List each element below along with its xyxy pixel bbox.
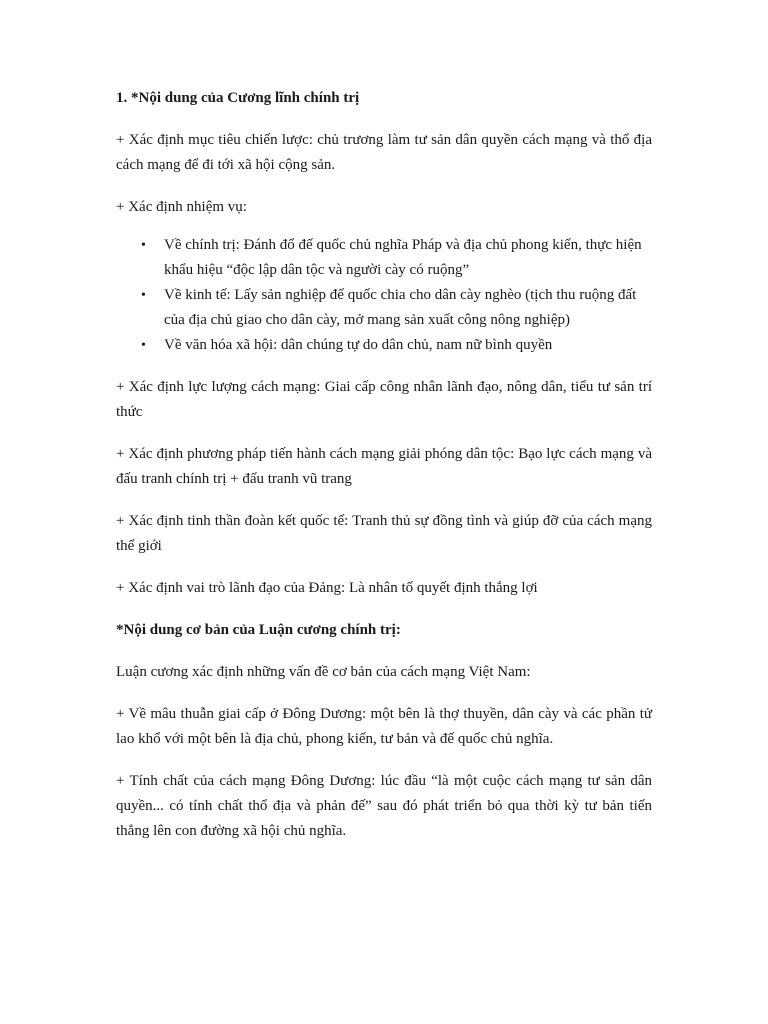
paragraph-thesis-intro: Luận cương xác định những vấn đề cơ bản của cách mạng Việt Nam:: [116, 664, 531, 680]
list-item-text: Về chính trị: Đánh đổ đế quốc chủ nghĩa Pháp và địa chủ phong kiến, thực hiện khẩu hiệu “độc lập dân tộc và người cày có ruộng”: [164, 237, 642, 278]
tasks-bullet-list: [116, 233, 652, 358]
section-heading-political-platform: 1. *Nội dung của Cương lĩnh chính trị: [116, 90, 360, 106]
paragraph-international-solidarity: + Xác định tinh thần đoàn kết quốc tế: Tranh thủ sự đồng tình và giúp đỡ của cách mạng thế giới: [116, 513, 652, 554]
paragraph-revolutionary-forces: + Xác định lực lượng cách mạng: Giai cấp công nhân lãnh đạo, nông dân, tiểu tư sản trí thức: [116, 379, 652, 420]
bullet-icon: •: [141, 338, 146, 353]
bullet-icon: •: [141, 288, 146, 303]
paragraph-class-contradiction: + Về mâu thuẫn giai cấp ở Đông Dương: một bên là thợ thuyền, dân cày và các phần tử lao khổ với một bên là địa chủ, phong kiến, tư bản và đế quốc chủ nghĩa.: [116, 706, 652, 747]
paragraph-revolution-nature: + Tính chất của cách mạng Đông Dương: lúc đầu “là một cuộc cách mạng tư sản dân quyền... có tính chất thổ địa và phản đế” sau đó phát triển bỏ qua thời kỳ tư bản tiến thẳng lên con đường xã hội chủ nghĩa.: [116, 773, 652, 839]
list-item-text: Về văn hóa xã hội: dân chúng tự do dân chủ, nam nữ bình quyền: [164, 337, 553, 353]
document-page: [116, 86, 652, 861]
list-item: [141, 283, 652, 333]
section-heading-political-thesis: *Nội dung cơ bản của Luận cương chính trị:: [116, 622, 401, 638]
bullet-icon: •: [141, 238, 146, 253]
list-item: [141, 333, 652, 358]
paragraph-methods: + Xác định phương pháp tiến hành cách mạng giải phóng dân tộc: Bạo lực cách mạng và đấu tranh chính trị + đấu tranh vũ trang: [116, 446, 652, 487]
list-item: [141, 233, 652, 283]
paragraph-party-leadership: + Xác định vai trò lãnh đạo của Đảng: Là nhân tố quyết định thắng lợi: [116, 580, 538, 596]
list-item-text: Về kinh tế: Lấy sản nghiệp để quốc chia cho dân cày nghèo (tịch thu ruộng đất của địa chủ giao cho dân cày, mở mang sản xuất công nông nghiệp): [164, 287, 637, 328]
paragraph-tasks-intro: + Xác định nhiệm vụ:: [116, 199, 247, 215]
paragraph-strategic-goal: + Xác định mục tiêu chiến lược: chủ trương làm tư sản dân quyền cách mạng và thổ địa cách mạng để đi tới xã hội cộng sản.: [116, 132, 652, 173]
